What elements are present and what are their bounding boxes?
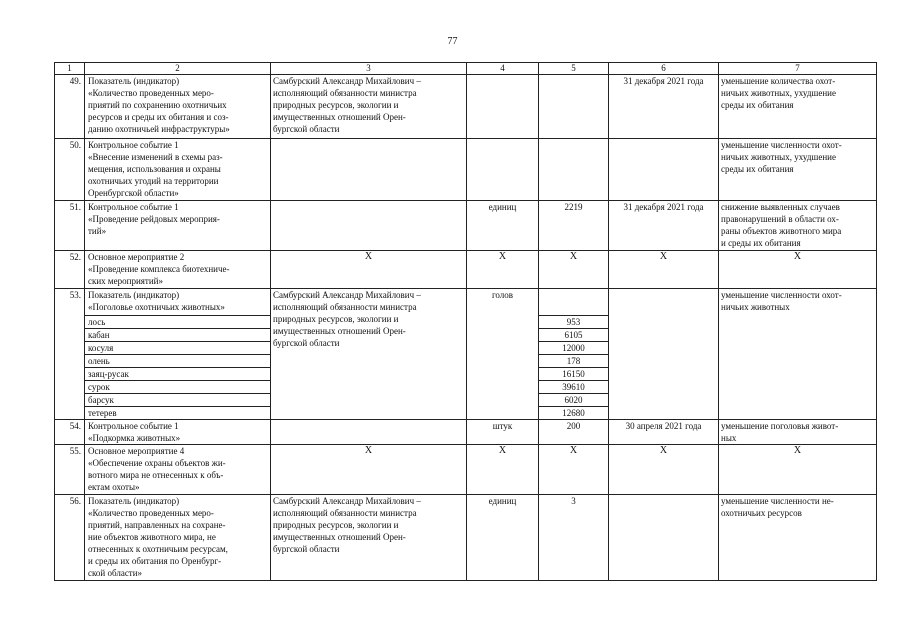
date-cell: 31 декабря 2021 года <box>609 201 719 251</box>
header-col-1: 1 <box>55 63 85 75</box>
unit-cell: единиц <box>467 495 539 581</box>
animal-name: тетерев <box>85 407 271 420</box>
row-number: 55. <box>55 445 85 495</box>
animal-value: 39610 <box>539 381 609 394</box>
responsible-cell: Самбурский Александр Михайлович – исполняющий обязанности министра природных ресурсов, экологии и имущественных отношений Орен- бургской области <box>271 495 467 581</box>
x-mark: X <box>271 251 467 289</box>
table-row <box>55 445 877 495</box>
value-cell: 2219 <box>539 201 609 251</box>
consequence-cell: снижение выявленных случаев правонарушений в области ох- раны объектов животного мира и среды их обитания <box>719 201 877 251</box>
header-row <box>55 63 877 75</box>
row-number: 54. <box>55 420 85 445</box>
value-cell: 3 <box>539 495 609 581</box>
consequence-cell: уменьшение численности охот- ничьих животных <box>719 289 877 420</box>
x-mark: X <box>609 251 719 289</box>
consequence-cell: уменьшение численности охот- ничьих животных, ухудшение среды их обитания <box>719 139 877 201</box>
table-row <box>55 420 877 445</box>
indicator-cell: Основное мероприятие 2 «Проведение комплекса биотехниче- ских мероприятий» <box>85 251 271 289</box>
consequence-cell: уменьшение численности не- охотничьих ресурсов <box>719 495 877 581</box>
row-number: 53. <box>55 289 85 420</box>
header-col-5: 5 <box>539 63 609 75</box>
header-col-7: 7 <box>719 63 877 75</box>
x-mark: X <box>467 445 539 495</box>
responsible-cell: Самбурский Александр Михайлович – исполняющий обязанности министра природных ресурсов, экологии и имущественных отношений Орен- бургской области <box>271 75 467 139</box>
x-mark: X <box>719 251 877 289</box>
animal-value: 12680 <box>539 407 609 420</box>
animal-value: 953 <box>539 316 609 329</box>
date-cell: 30 апреля 2021 года <box>609 420 719 445</box>
value-cell: 200 <box>539 420 609 445</box>
value-cell <box>539 289 609 316</box>
x-mark: X <box>467 251 539 289</box>
row-number: 56. <box>55 495 85 581</box>
indicator-cell: Показатель (индикатор) «Количество проведенных меро- приятий, направленных на сохране- ние объектов животного мира, не отнесенных к охотничьим ресурсам, и среды их обитания по Оренбург- ской области» <box>85 495 271 581</box>
value-cell <box>539 75 609 139</box>
animal-name: кабан <box>85 329 271 342</box>
date-cell <box>609 495 719 581</box>
row-number: 49. <box>55 75 85 139</box>
unit-cell <box>467 75 539 139</box>
date-cell <box>609 139 719 201</box>
consequence-cell: уменьшение поголовья живот- ных <box>719 420 877 445</box>
row-number: 52. <box>55 251 85 289</box>
table-row <box>55 139 877 201</box>
x-mark: X <box>539 445 609 495</box>
responsible-cell: Самбурский Александр Михайлович – исполняющий обязанности министра природных ресурсов, экологии и имущественных отношений Орен- бургской области <box>271 289 467 420</box>
table-row <box>55 495 877 581</box>
responsible-cell <box>271 420 467 445</box>
animal-value: 16150 <box>539 368 609 381</box>
x-mark: X <box>719 445 877 495</box>
header-col-2: 2 <box>85 63 271 75</box>
table-row <box>55 201 877 251</box>
x-mark: X <box>271 445 467 495</box>
row-number: 51. <box>55 201 85 251</box>
animal-value: 12000 <box>539 342 609 355</box>
unit-cell <box>467 139 539 201</box>
indicator-cell: Основное мероприятие 4 «Обеспечение охраны объектов жи- вотного мира не отнесенных к объ- ектам охоты» <box>85 445 271 495</box>
animal-name: лось <box>85 316 271 329</box>
indicator-cell: Контрольное событие 1 «Подкормка животных» <box>85 420 271 445</box>
table-row <box>55 75 877 139</box>
value-cell <box>539 139 609 201</box>
animal-name: заяц-русак <box>85 368 271 381</box>
consequence-cell: уменьшение количества охот- ничьих животных, ухудшение среды их обитания <box>719 75 877 139</box>
responsible-cell <box>271 139 467 201</box>
x-mark: X <box>609 445 719 495</box>
animal-name: косуля <box>85 342 271 355</box>
header-col-6: 6 <box>609 63 719 75</box>
animal-value: 6105 <box>539 329 609 342</box>
date-cell <box>609 289 719 420</box>
unit-cell: штук <box>467 420 539 445</box>
x-mark: X <box>539 251 609 289</box>
page-number: 77 <box>447 36 458 47</box>
indicator-cell: Контрольное событие 1 «Внесение изменений в схемы раз- мещения, использования и охраны охотничьих угодий на территории Оренбургской области» <box>85 139 271 201</box>
date-cell: 31 декабря 2021 года <box>609 75 719 139</box>
animal-value: 178 <box>539 355 609 368</box>
table-row <box>55 289 877 316</box>
unit-cell: голов <box>467 289 539 420</box>
table-row <box>55 251 877 289</box>
header-col-4: 4 <box>467 63 539 75</box>
row-number: 50. <box>55 139 85 201</box>
animal-value: 6020 <box>539 394 609 407</box>
header-col-3: 3 <box>271 63 467 75</box>
indicator-cell: Контрольное событие 1 «Проведение рейдовых мероприя- тий» <box>85 201 271 251</box>
program-table <box>54 62 877 581</box>
animal-name: барсук <box>85 394 271 407</box>
animal-name: сурок <box>85 381 271 394</box>
indicator-cell: Показатель (индикатор) «Количество проведенных меро- приятий по сохранению охотничьих ресурсов и среды их обитания и соз- данию охотничьей инфраструктуры» <box>85 75 271 139</box>
responsible-cell <box>271 201 467 251</box>
animal-name: олень <box>85 355 271 368</box>
indicator-cell: Показатель (индикатор) «Поголовье охотничьих животных» <box>85 289 271 316</box>
unit-cell: единиц <box>467 201 539 251</box>
